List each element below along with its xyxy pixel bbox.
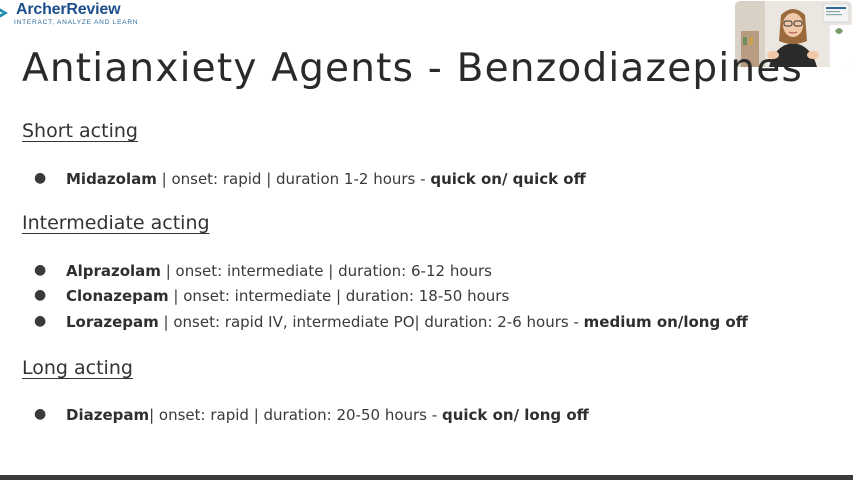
drug-note: quick on/ quick off — [430, 170, 586, 188]
drug-name: Lorazepam — [66, 313, 159, 331]
bullet-icon: ● — [34, 170, 47, 186]
drug-detail: | onset: rapid | duration: 20-50 hours - — [149, 406, 442, 424]
drug-name: Midazolam — [66, 170, 157, 188]
drug-detail: | onset: intermediate | duration: 6-12 hours — [160, 262, 492, 280]
drug-name: Alprazolam — [66, 262, 161, 280]
logo-name: ArcherReview — [16, 1, 121, 18]
archer-review-logo — [0, 0, 139, 30]
section-heading-intermediate-acting: Intermediate acting — [22, 212, 210, 234]
drug-detail: | onset: intermediate | duration: 18-50 hours — [168, 287, 510, 305]
drug-note: quick on/ long off — [441, 406, 589, 424]
bullet-icon: ● — [34, 406, 47, 422]
drug-note: medium on/long off — [583, 313, 748, 331]
bullet-icon: ● — [34, 262, 47, 278]
section-heading-short-acting: Short acting — [22, 120, 138, 142]
drug-detail: | onset: rapid | duration 1-2 hours - — [156, 170, 431, 188]
slide-title: Antianxiety Agents - Benzodiazepines — [22, 46, 804, 91]
section-heading-long-acting: Long acting — [22, 357, 133, 379]
logo-mark-icon — [0, 4, 10, 22]
drug-name: Diazepam — [66, 406, 150, 424]
bullet-icon: ● — [34, 287, 47, 303]
bullet-icon: ● — [34, 313, 47, 329]
drug-name: Clonazepam — [66, 287, 169, 305]
drug-detail: | onset: rapid IV, intermediate PO| duration: 2-6 hours - — [158, 313, 584, 331]
bottom-divider-bar — [0, 475, 853, 480]
logo-tagline: INTERACT, ANALYZE AND LEARN — [14, 19, 139, 26]
